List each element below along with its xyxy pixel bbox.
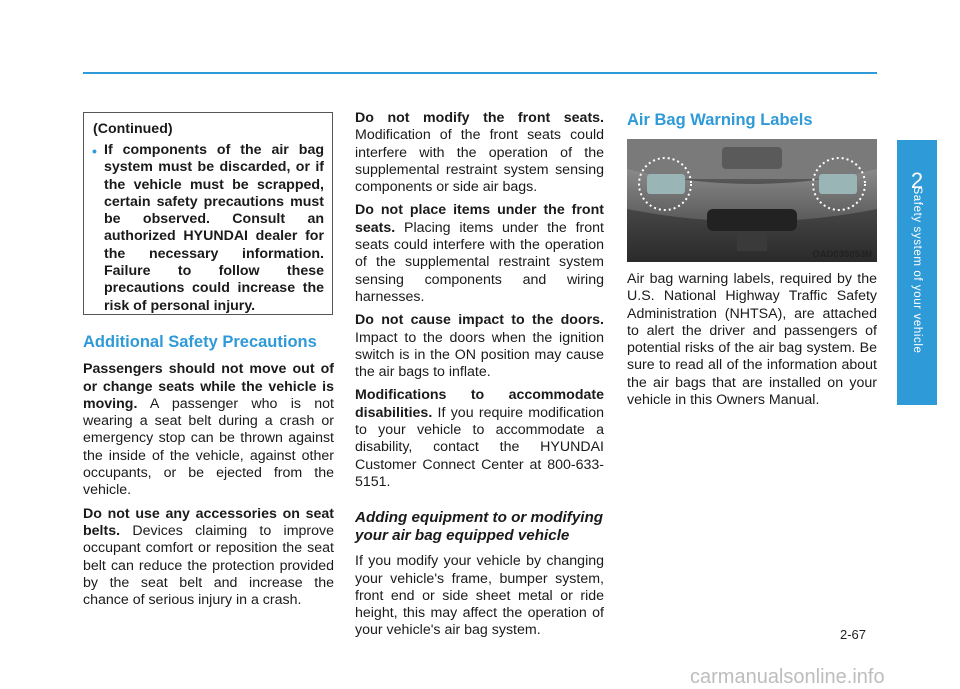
body-text: Placing items under the front seats could interfere with the operation of the supplemental restraint system sensing components and wiring harnesses. [355, 219, 604, 305]
bold-lead: Do not place items under the front seats. [355, 202, 604, 236]
left-column [83, 334, 334, 615]
paragraph-items-under-seats [355, 202, 604, 306]
paragraph-modify-vehicle: If you modify your vehicle by changing your vehicle's frame, bumper system, front end or side sheet metal or ride height, this may affect the operation of your vehicle's air bag system. [355, 553, 604, 639]
paragraph-door-impact [355, 312, 604, 381]
image-code: OAD035053N [812, 249, 872, 260]
bold-lead: Do not use any accessories on seat belts. [83, 505, 334, 539]
chapter-number: 2 [910, 168, 924, 193]
bold-lead: Do not modify the front seats. [355, 110, 604, 126]
bold-lead: Modifications to accommodate disabilities. [355, 387, 604, 421]
continued-label: (Continued) [93, 121, 173, 137]
paragraph-warning-labels: Air bag warning labels, required by the U.S. National Highway Traffic Safety Administration (NHTSA), are attached to alert the driver and passengers of potential risks of the air bag system. Be sure to read all of the information about the air bags that are installed on your vehicle in this Owners Manual. [627, 271, 877, 409]
body-text: If you require modification to your vehicle to accommodate a disability, contact the HYUNDAI Customer Connect Center at 800-633-5151. [355, 404, 604, 490]
page-number: 2-67 [840, 627, 867, 642]
paragraph-passengers [83, 361, 334, 499]
body-text: Impact to the doors when the ignition switch is in the ON position may cause the air bags to inflate. [355, 329, 604, 381]
body-text: Devices claiming to improve occupant comfort or reposition the seat belt can reduce the protection provided by the seat belt and increase the chance of serious injury in a crash. [83, 522, 334, 609]
bullet-dot-icon: • [92, 143, 97, 159]
bold-lead: Passengers should not move out of or change seats while the vehicle is moving. [83, 361, 334, 412]
bold-lead: Do not cause impact to the doors. [355, 312, 604, 329]
body-text: Modification of the front seats could interfere with the operation of the supplemental restraint system sensing components or side air bags. [355, 127, 604, 196]
middle-column [355, 110, 604, 646]
chapter-title: Safety system of your vehicle [911, 186, 923, 354]
heading-warning-labels: Air Bag Warning Labels [627, 111, 813, 129]
warning-text: If components of the air bag system must be discarded, or if the vehicle must be scrapped, certain safety precautions must be observed. Consult an authorized HYUNDAI dealer for the necessary information. Failure to follow these precautions could increase the risk of personal injury. [104, 142, 324, 314]
airbag-label-photo [627, 139, 877, 262]
paragraph-accessories [83, 506, 334, 610]
footer-watermark: carmanualsonline.info [690, 666, 885, 688]
heading-additional-safety: Additional Safety Precautions [83, 333, 317, 351]
body-text: A passenger who is not wearing a seat belt during a crash or emergency stop can be thrown against the inside of the vehicle, against other occupants, or be ejected from the vehicle. [83, 395, 334, 499]
paragraph-front-seats [355, 110, 604, 196]
chapter-side-tab [897, 140, 937, 405]
paragraph-disabilities [355, 387, 604, 491]
continued-warning-box [83, 112, 333, 315]
right-column [627, 271, 877, 415]
top-rule [83, 72, 877, 74]
subheading-adding-equipment: Adding equipment to or modifying your air bag equipped vehicle [355, 509, 604, 545]
headliner-illustration [627, 139, 877, 262]
